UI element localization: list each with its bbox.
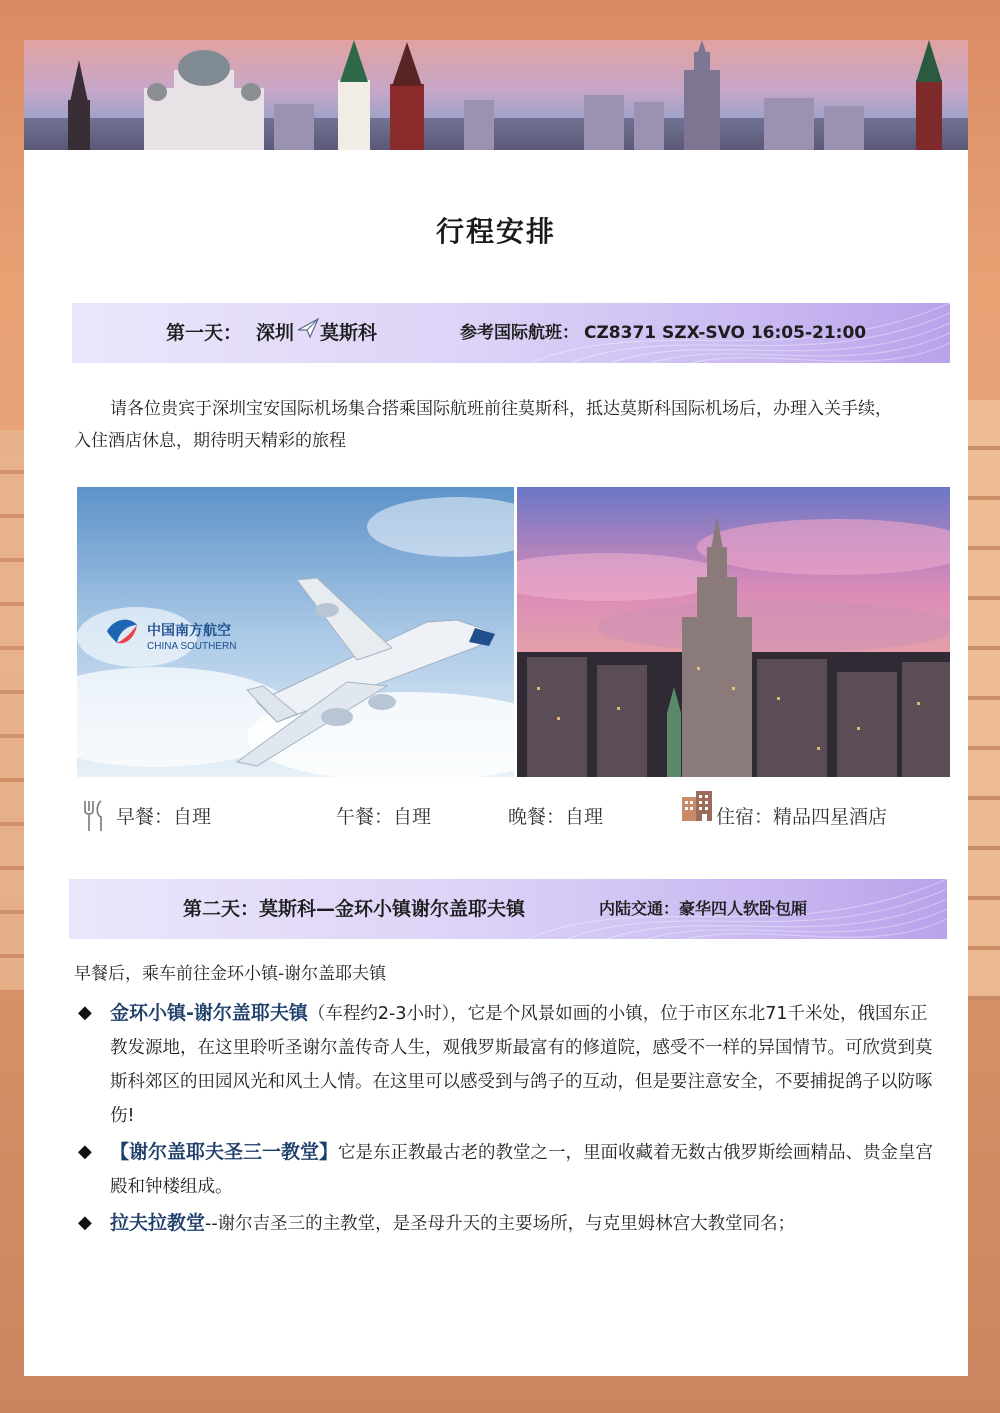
- fork-knife-icon: [80, 799, 106, 838]
- day1-to: 莫斯科: [320, 322, 378, 344]
- itinerary-page: [24, 40, 968, 1376]
- diamond-bullet-icon: ◆: [78, 1002, 92, 1023]
- attraction-highlight: 【谢尔盖耶夫圣三一教堂】: [110, 1141, 339, 1163]
- china-southern-plane-photo: [77, 487, 514, 777]
- lunch-info: 午餐：自理: [336, 806, 432, 828]
- day2-intro: 早餐后，乘车前往金环小镇-谢尔盖耶夫镇: [74, 964, 387, 984]
- hotel-building-icon: [680, 789, 714, 828]
- day1-description: [74, 393, 944, 457]
- dinner-info: 晚餐：自理: [508, 806, 604, 828]
- day1-description-line1: 请各位贵宾于深圳宝安国际机场集合搭乘国际航班前往莫斯科，抵达莫斯科国际机场后，办理入关手续，: [110, 399, 892, 419]
- day1-from: 深圳: [256, 322, 295, 344]
- breakfast-info: 早餐：自理: [116, 806, 212, 828]
- diamond-bullet-icon: ◆: [78, 1141, 92, 1162]
- list-item: [74, 1206, 944, 1241]
- day1-meals-row: [80, 797, 950, 837]
- day1-title: 第一天：: [166, 322, 243, 344]
- diamond-bullet-icon: ◆: [78, 1212, 92, 1233]
- moscow-city-photo: [517, 487, 950, 777]
- attraction-text: （车程约2-3小时），它是个风景如画的小镇，位于市区东北71千米处，俄国东正教发源地，在这里聆听圣谢尔盖传奇人生，观俄罗斯最富有的修道院，感受不一样的异国情节。可欣赏到莫斯科郊区的田园风光和风土人情。在这里可以感受到与鸽子的互动，但是要注意安全，不要捕捉鸽子以防啄伤!: [110, 1004, 933, 1126]
- day1-flight-info: CZ8371 SZX-SVO 16:05-21:00: [584, 323, 867, 343]
- plane-icon: [296, 316, 320, 344]
- airline-logo-cn: 中国南方航空: [147, 622, 231, 638]
- attraction-text: --谢尔吉圣三的主教堂，是圣母升天的主要场所，与克里姆林宫大教堂同名；: [205, 1214, 796, 1234]
- day1-header-bar: [72, 303, 950, 363]
- day2-header-bar: [69, 879, 947, 939]
- hotel-info: 住宿：精品四星酒店: [716, 806, 888, 828]
- background-building-right: [966, 400, 1000, 1000]
- list-item: [74, 996, 944, 1133]
- day1-flight-label: 参考国际航班：: [460, 323, 579, 343]
- day1-description-line2: 入住酒店休息，期待明天精彩的旅程: [74, 431, 346, 451]
- day2-title: 第二天：莫斯科—金环小镇谢尔盖耶夫镇: [183, 898, 526, 920]
- attraction-highlight: 拉夫拉教堂: [110, 1212, 206, 1234]
- attraction-text: 它是东正教最古老的教堂之一，里面收藏着无数古俄罗斯绘画精品、贵金皇宫殿和钟楼组成。: [110, 1143, 934, 1197]
- airline-logo-en: CHINA SOUTHERN: [147, 641, 237, 652]
- moscow-skyline-banner: [24, 40, 968, 150]
- attraction-highlight: 金环小镇-谢尔盖耶夫镇: [110, 1002, 308, 1024]
- page-title: 行程安排: [435, 215, 556, 248]
- day2-attraction-list: [74, 996, 944, 1243]
- list-item: [74, 1135, 944, 1204]
- day2-transport: 内陆交通：豪华四人软卧包厢: [599, 899, 808, 918]
